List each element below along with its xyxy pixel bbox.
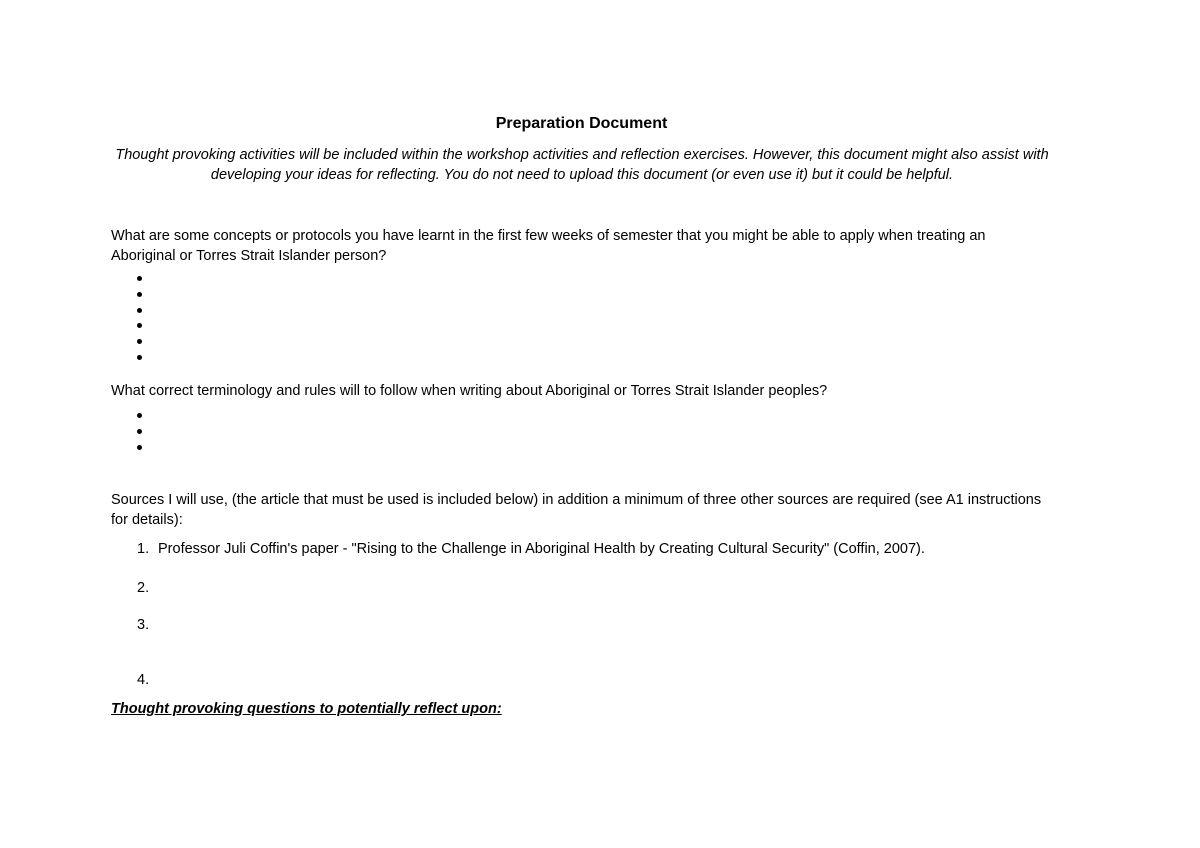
source-item	[137, 616, 158, 635]
bullet-icon	[137, 292, 142, 297]
bullet-icon	[137, 445, 142, 450]
source-text: Professor Juli Coffin's paper - "Rising to the Challenge in Aboriginal Health by Creating Cultural Security" (Coffin, 2007).	[158, 541, 925, 557]
bullet-icon	[137, 308, 142, 313]
source-item	[137, 540, 925, 559]
bullet-icon	[137, 276, 142, 281]
bullet-icon	[137, 429, 142, 434]
bullet-icon	[137, 413, 142, 418]
source-number: 3.	[137, 617, 150, 633]
source-number: 4.	[137, 672, 150, 688]
question-terminology: What correct terminology and rules will to follow when writing about Aboriginal or Torres Strait Islander peoples?	[111, 383, 828, 399]
question-concepts: What are some concepts or protocols you have learnt in the first few weeks of semester that you might be able to apply when treating an Aboriginal or Torres Strait Islander person?	[111, 228, 986, 264]
source-number: 1.	[137, 541, 150, 557]
bullet-icon	[137, 323, 142, 328]
source-number: 2.	[137, 580, 150, 596]
reflection-subheading: Thought provoking questions to potentially reflect upon:	[111, 701, 502, 716]
bullet-icon	[137, 355, 142, 360]
source-item	[137, 579, 158, 598]
document-title: Preparation Document	[495, 115, 668, 132]
sources-intro: Sources I will use, (the article that must be used is included below) in addition a minimum of three other sources are required (see A1 instructions for details):	[111, 492, 1042, 528]
bullet-icon	[137, 339, 142, 344]
source-item	[137, 671, 158, 690]
intro-paragraph: Thought provoking activities will be included within the workshop activities and reflection exercises. However, this document might also assist with developing your ideas for reflecting. You do not need to upload this document (or even use it) but it could be helpful.	[115, 147, 1049, 183]
